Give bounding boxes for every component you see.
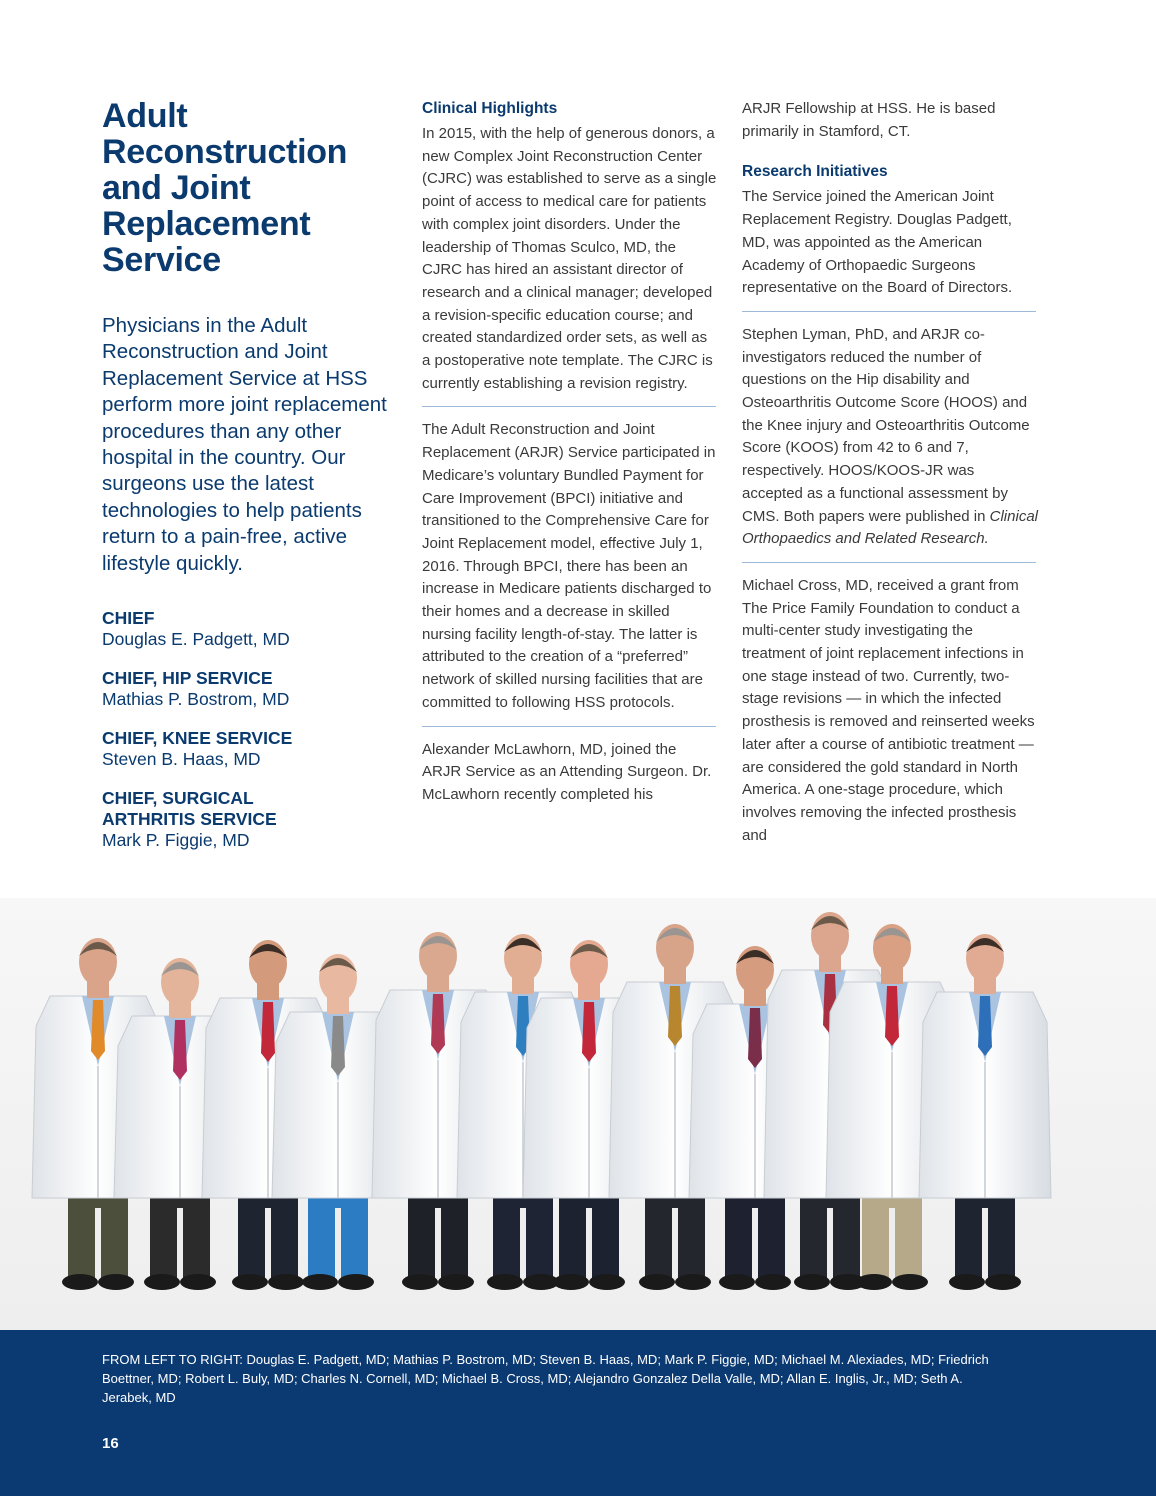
- leader-name: Douglas E. Padgett, MD: [102, 629, 290, 649]
- footer-band: [0, 1330, 1156, 1496]
- infection-study-paragraph: Michael Cross, MD, received a grant from The Price Family Foundation to conduct a multi-center study investigating the treatment of joint replacement infections in one stage instead of two. Currently, two-stage revisions — in which the infected prosthesis is removed and reinserted weeks later after a course of antibiotic treatment — are considered the gold standard in North America. A one-stage procedure, which involves removing the infected prosthesis and: [742, 576, 1035, 844]
- leader-role: CHIEF, SURGICAL ARTHRITIS SERVICE: [102, 788, 277, 829]
- leadership-list: [102, 608, 402, 869]
- leader-hip: [102, 668, 402, 710]
- divider: [742, 562, 1036, 563]
- research-column: [742, 98, 1038, 847]
- journal-title: Clinical Orthopaedics and Related Research.: [742, 507, 1038, 548]
- page-title: Adult Reconstruction and Joint Replacement Service: [102, 97, 348, 279]
- mclawhorn-paragraph: Alexander McLawhorn, MD, joined the ARJR Service as an Attending Surgeon. Dr. McLawhorn recently completed his: [422, 740, 712, 803]
- leader-name: Mathias P. Bostrom, MD: [102, 689, 290, 709]
- hoos-koos-text: Stephen Lyman, PhD, and ARJR co-investigators reduced the number of questions on the Hip disability and Osteoarthritis Outcome Score (HOOS) and the Knee injury and Osteoarthritis Outcome Score (KOOS) from 42 to 6 and 7, respectively. HOOS/KOOS-JR was accepted as a functional assessment by CMS. Both papers were published in: [742, 325, 1030, 525]
- divider: [742, 311, 1036, 312]
- intro-paragraph: Physicians in the Adult Reconstruction and Joint Replacement Service at HSS perform more joint replacement procedures than any other hospital in the country. Our surgeons use the latest technologies to help patients return to a pain-free, active lifestyle quickly.: [102, 314, 387, 575]
- divider: [422, 406, 716, 407]
- surgeons-photo-illustration: [0, 898, 1156, 1330]
- clinical-highlights-heading: Clinical Highlights: [422, 100, 558, 117]
- research-initiatives-heading: Research Initiatives: [742, 163, 888, 181]
- cjrc-paragraph: In 2015, with the help of generous donors, a new Complex Joint Reconstruction Center (CJRC) was established to serve as a single point of access to medical care for patients with complex joint disorders. Under the leadership of Thomas Sculco, MD, the CJRC has hired an assistant director of research and a clinical manager; developed a revision-specific education course; and created standardized order sets, as well as a postoperative note template. The CJRC is currently establishing a revision registry.: [422, 125, 717, 392]
- hoos-koos-paragraph: [742, 324, 1038, 551]
- leader-surgical-arthritis: [102, 788, 402, 851]
- group-photo: [0, 898, 1156, 1330]
- leader-name: Mark P. Figgie, MD: [102, 830, 250, 850]
- leader-name: Steven B. Haas, MD: [102, 749, 261, 769]
- leader-chief: [102, 608, 402, 650]
- registry-paragraph: The Service joined the American Joint Replacement Registry. Douglas Padgett, MD, was appointed as the American Academy of Orthopaedic Surgeons representative on the Board of Directors.: [742, 188, 1013, 297]
- bpci-paragraph: The Adult Reconstruction and Joint Replacement (ARJR) Service participated in Medicare’s voluntary Bundled Payment for Care Improvement (BPCI) initiative and transitioned to the Comprehensive Care for Joint Replacement model, effective July 1, 2016. Through BPCI, there has been an increase in Medicare patients discharged to their homes and a decrease in skilled nursing facility length-of-stay. The latter is attributed to the creation of a “preferred” network of skilled nursing facilities that are committed to following HSS protocols.: [422, 421, 716, 711]
- divider: [422, 726, 716, 727]
- leader-role: CHIEF: [102, 608, 155, 628]
- leader-role: CHIEF, HIP SERVICE: [102, 668, 273, 688]
- page-number: 16: [102, 1435, 119, 1452]
- photo-caption: FROM LEFT TO RIGHT: Douglas E. Padgett, MD; Mathias P. Bostrom, MD; Steven B. Haas, MD; Mark P. Figgie, MD; Michael M. Alexiades, MD; Friedrich Boettner, MD; Robert L. Buly, MD; Charles N. Cornell, MD; Michael B. Cross, MD; Alejandro Gonzalez Della Valle, MD; Allan E. Inglis, Jr., MD; Seth A. Jerabek, MD: [102, 1352, 989, 1405]
- mclawhorn-paragraph-continued: ARJR Fellowship at HSS. He is based primarily in Stamford, CT.: [742, 100, 996, 140]
- clinical-highlights-column: [422, 98, 718, 807]
- leader-knee: [102, 728, 402, 770]
- leader-role: CHIEF, KNEE SERVICE: [102, 728, 293, 748]
